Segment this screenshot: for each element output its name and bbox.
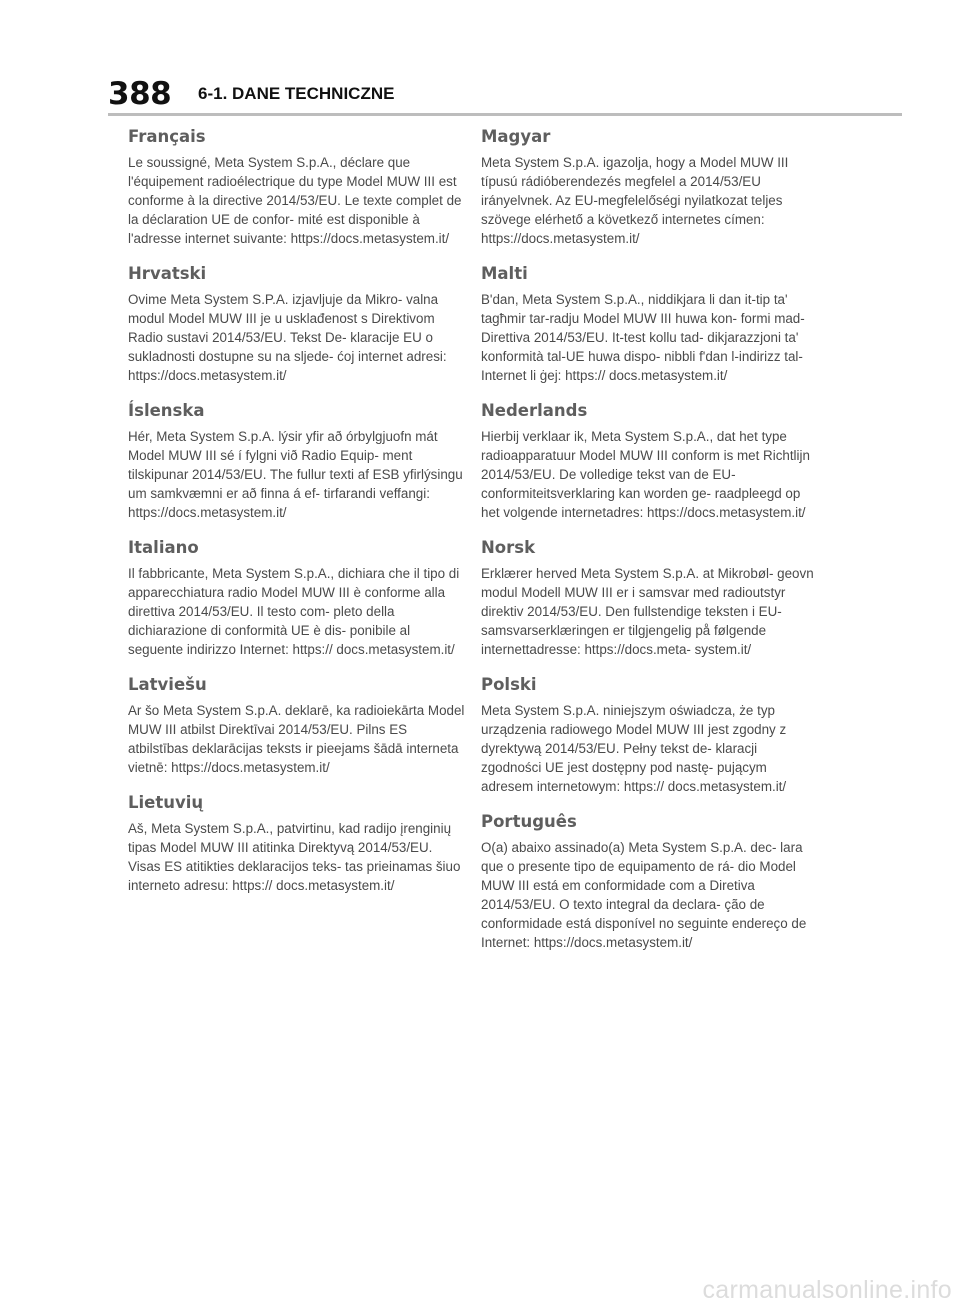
lang-heading: Malti: [481, 264, 528, 283]
lang-body: Le soussigné, Meta System S.p.A., déclare que l'équipement radioélectrique du type Model MUW III est conforme à la directive 2014/53/EU. Le texte complet de la déclaration UE de confor- mité est disponible à l'adresse internet suivante: https://docs.metasystem.it/: [128, 155, 462, 246]
page-number: 388: [108, 76, 172, 112]
lang-heading: Íslenska: [128, 401, 205, 420]
lang-section-polski: [481, 670, 821, 796]
lang-heading: Latviešu: [128, 675, 207, 694]
watermark: carmanualsonline.info: [702, 1276, 952, 1304]
lang-body: Meta System S.p.A. niniejszym oświadcza, że typ urządzenia radiowego Model MUW III jest zgodny z dyrektywą 2014/53/EU. Pełny tekst de- klaracji zgodności UE jest dostępny pod nastę- pującym adresem internetowym: https:// docs.metasystem.it/: [481, 703, 787, 794]
lang-body: O(a) abaixo assinado(a) Meta System S.p.A. dec- lara que o presente tipo de equipamento de rá- dio Model MUW III está em conformidade com a Diretiva 2014/53/EU. O texto integral da declara- ção de conformidade está disponível no seguinte endereço de Internet: https://docs.metasystem.it/: [481, 840, 807, 950]
header-divider: [108, 113, 902, 116]
lang-section-islenska: [128, 396, 468, 522]
lang-heading: Norsk: [481, 538, 536, 557]
lang-heading: Italiano: [128, 538, 199, 557]
lang-section-latviesu: [128, 670, 468, 777]
lang-body: B'dan, Meta System S.p.A., niddikjara li dan it-tip ta' tagħmir tar-radju Model MUW III huwa kon- formi mad-Direttiva 2014/53/EU. It-test kollu tad- dikjarazzjoni ta' konformità tal-UE huwa dispo- nibbli f'dan l-indirizz tal- Internet li ġej: https:// docs.metasystem.it/: [481, 292, 805, 383]
lang-heading: Magyar: [481, 127, 551, 146]
lang-body: Il fabbricante, Meta System S.p.A., dichiara che il tipo di apparecchiatura radio Model MUW III è conforme alla direttiva 2014/53/EU. Il testo com- pleto della dichiarazione di conformità UE è dis- ponibile al seguente indirizzo Internet: https:// docs.metasystem.it/: [128, 566, 460, 657]
lang-body: Aš, Meta System S.p.A., patvirtinu, kad radijo įrenginių tipas Model MUW III atitinka Direktyvą 2014/53/EU. Visas ES atitikties deklaracijos teks- tas prieinamas šiuo interneto adresu: https:// docs.metasystem.it/: [128, 821, 461, 893]
left-column: [128, 122, 468, 906]
lang-heading: Français: [128, 127, 206, 146]
lang-section-malti: [481, 259, 821, 385]
lang-section-hrvatski: [128, 259, 468, 385]
right-column: [481, 122, 821, 963]
lang-heading: Lietuvių: [128, 793, 204, 812]
lang-body: Meta System S.p.A. igazolja, hogy a Model MUW III típusú rádióberendezés megfelel a 2014/53/EU irányelvnek. Az EU-megfelelőségi nyilatkozat teljes szövege elérhető a következő internetes címen: https://docs.metasystem.it/: [481, 155, 789, 246]
lang-heading: Hrvatski: [128, 264, 207, 283]
lang-heading: Nederlands: [481, 401, 588, 420]
lang-section-francais: [128, 122, 468, 248]
lang-heading: Português: [481, 812, 577, 831]
lang-heading: Polski: [481, 675, 537, 694]
lang-body: Hér, Meta System S.p.A. lýsir yfir að órbylgjuofn mát Model MUW III sé í fylgni við Radio Equip- ment tilskipunar 2014/53/EU. The fullur texti af ESB yfirlýsingu um samkvæmni er að finna á ef- tirfarandi veffangi: https://docs.metasystem.it/: [128, 429, 463, 520]
page-header: [108, 76, 902, 112]
lang-section-italiano: [128, 533, 468, 659]
lang-section-lietuviu: [128, 788, 468, 895]
lang-section-nederlands: [481, 396, 821, 522]
section-title: 6-1. DANE TECHNICZNE: [198, 84, 395, 103]
lang-section-portugues: [481, 807, 821, 952]
lang-section-magyar: [481, 122, 821, 248]
lang-body: Ovime Meta System S.P.A. izjavljuje da Mikro- valna modul Model MUW III je u usklađenost s Direktivom Radio sustavi 2014/53/EU. Tekst De- klaracije EU o sukladnosti dostupne su na sljede- ćoj internet adresi: https://docs.metasystem.it/: [128, 292, 447, 383]
lang-body: Hierbij verklaar ik, Meta System S.p.A., dat het type radioapparatuur Model MUW III conform is met Richtlijn 2014/53/EU. De volledige tekst van de EU-conformiteitsverklaring kan worden ge- raadpleegd op het volgende internetadres: https://docs.metasystem.it/: [481, 429, 810, 520]
lang-section-norsk: [481, 533, 821, 659]
lang-body: Ar šo Meta System S.p.A. deklarē, ka radioiekārta Model MUW III atbilst Direktīvai 2014/53/EU. Pilns ES atbilstības deklarācijas teksts ir pieejams šādā interneta vietnē: https://docs.metasystem.it/: [128, 703, 465, 775]
lang-body: Erklærer herved Meta System S.p.A. at Mikrobøl- geovn modul Modell MUW III er i samsvar med radioutstyr direktiv 2014/53/EU. Den fullstendige teksten i EU-samsvarserklæringen er tilgjengelig på følgende internettadresse: https://docs.meta- system.it/: [481, 566, 814, 657]
